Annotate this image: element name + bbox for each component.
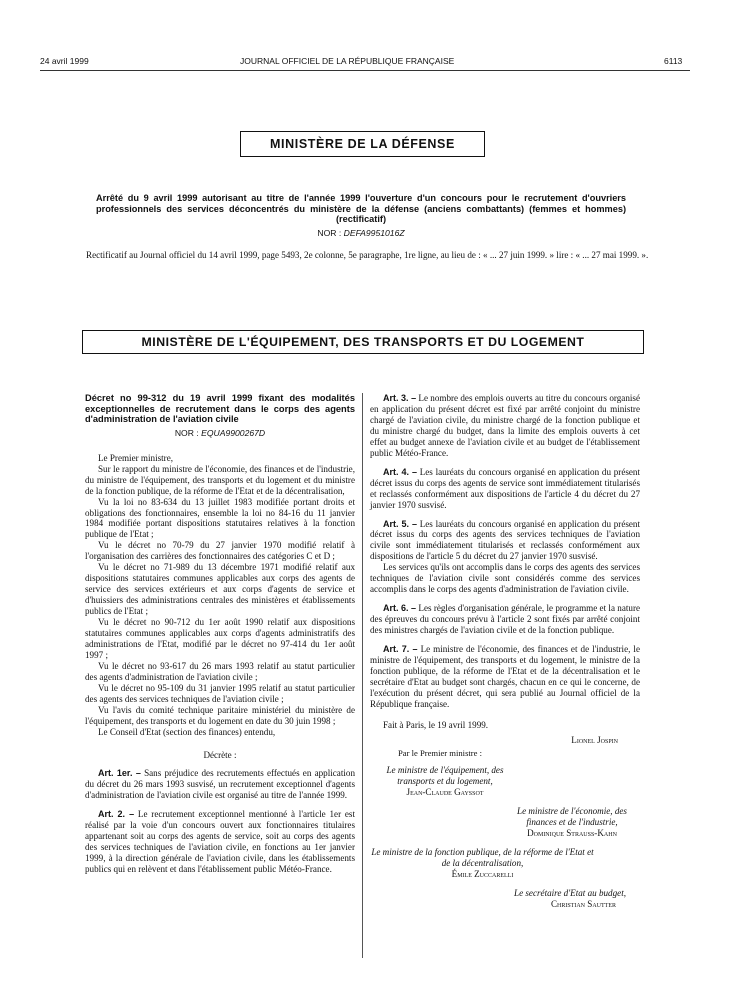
visa-paragraph: Le Conseil d'Etat (section des finances) entendu, <box>98 726 276 737</box>
minister-fonction-publique-name: Émile Zuccarelli <box>451 868 514 879</box>
signature-prime-minister: Lionel Jospin <box>571 734 618 745</box>
article-4-label: Art. 4. – <box>383 466 417 477</box>
secretary-budget-title: Le secrétaire d'Etat au budget, <box>514 887 626 898</box>
left-column <box>85 393 355 875</box>
arrete-title: Arrêté du 9 avril 1999 autorisant au titre de l'année 1999 l'ouverture d'un concours pour le recrutement d'ouvriers professionnels des services déconcentrés du ministère de la défense (anciens combattants) (femmes et hommes) (rectificatif) <box>96 193 626 225</box>
article-3-text: Le nombre des emplois ouverts au titre du concours organisé en application du présent décret est fixé par arrêté conjoint du ministre chargé de l'aviation civile, du ministre chargé de la fonction publique et du ministre chargé du budget, dans la limite des emplois ouverts à cet effet au budget annexe de l'aviation civile et au budget de l'établissement public Météo-France. <box>370 393 640 458</box>
column-divider <box>362 393 363 958</box>
article-1-label: Art. 1er. – <box>98 768 141 779</box>
arrete-nor <box>96 228 626 239</box>
article-2 <box>85 809 355 875</box>
minister-economie-name: Dominique Strauss-Kahn <box>527 827 617 838</box>
visa-paragraph: Vu la loi no 83-634 du 13 juillet 1983 modifiée portant droits et obligations des fonctionnaires, ensemble la loi no 84-16 du 11 janvier 1984 modifiée portant dispositions statutaires relatives à la fonction publique de l'Etat ; <box>85 496 355 540</box>
nor-code: DEFA9951016Z <box>343 227 405 238</box>
article-7-label: Art. 7. – <box>383 644 418 655</box>
right-column <box>370 393 640 910</box>
arrete-title-block <box>96 193 626 238</box>
visa-paragraph: Vu le décret no 71-989 du 13 décembre 1971 modifié relatif aux dispositions statutaires communes applicables aux corps des agents de service des services extérieurs et aux corps d'agents de service et d'huissiers des administrations centrales des ministères et établissements publics de l'Etat ; <box>85 562 355 617</box>
article-7 <box>370 644 640 710</box>
article-5-text: Les lauréats du concours organisé en application du présent décret issus du corps des agents des services techniques de l'aviation civile sont immédiatement titularisés et reclassés conformément aux dispositions de l'article 5 du décret du 27 janvier 1970 susvisé. <box>370 518 640 562</box>
minister-fonction-publique-title: Le ministre de la fonction publique, de la réforme de l'Etat et de la décentralisation, <box>371 846 594 868</box>
article-6-text: Les règles d'organisation générale, le programme et la nature des épreuves du concours prévu à l'article 2 sont fixés par arrêté conjoint des ministres chargés de l'aviation civile et de la fonction publique. <box>370 603 641 636</box>
article-3 <box>370 393 640 459</box>
header-page-number: 6113 <box>664 56 683 66</box>
article-7-text: Le ministre de l'économie, des finances et de l'industrie, le ministre de l'équipement, des transports et du logement, le ministre de la fonction publique, de la réforme de l'Etat et de la décentralisation et le secrétaire d'Etat au budget sont chargés, chacun en ce qui le concerne, de l'exécution du présent décret, qui sera publié au Journal officiel de la République française. <box>370 644 640 709</box>
ministry-equipement-box <box>82 330 644 354</box>
article-6-label: Art. 6. – <box>383 603 417 614</box>
par-le-premier-ministre: Par le Premier ministre : <box>398 747 483 758</box>
signature-block <box>370 735 640 910</box>
visa-paragraph: Vu le décret no 95-109 du 31 janvier 1995 relatif au statut particulier des agents des services techniques de l'aviation civile ; <box>85 682 355 704</box>
article-1-text: Sans préjudice des recrutements effectués en application du décret du 26 mars 1993 susvisé, un recrutement exceptionnel d'agents d'administration de l'aviation civile est organisé au titre de l'année 1999. <box>85 768 355 801</box>
article-5-paragraph-2: Les services qu'ils ont accomplis dans le corps des agents des services techniques de l'aviation civile sont considérés comme des services accomplis dans le corps des agents d'administration de l'aviation civile. <box>370 562 640 595</box>
article-5-label: Art. 5. – <box>383 518 417 529</box>
ministry-defense-heading: MINISTÈRE DE LA DÉFENSE <box>270 137 455 151</box>
header-date: 24 avril 1999 <box>40 56 89 66</box>
header-rule <box>40 70 690 71</box>
header-journal: JOURNAL OFFICIEL DE LA RÉPUBLIQUE FRANÇAISE <box>240 56 455 66</box>
article-3-label: Art. 3. – <box>383 393 417 403</box>
article-2-label: Art. 2. – <box>98 809 135 820</box>
minister-equipement-name: Jean-Claude Gayssot <box>406 786 484 797</box>
visa-paragraph: Vu l'avis du comité technique paritaire ministériel du ministère de l'équipement, des transports et du logement en date du 30 juin 1998 ; <box>85 704 355 726</box>
decree-title: Décret no 99-312 du 19 avril 1999 fixant des modalités exceptionnelles de recrutement dans le corps des agents d'administration de l'aviation civile <box>85 393 355 425</box>
nor-label: NOR : <box>174 427 199 438</box>
ministry-equipement-heading: MINISTÈRE DE L'ÉQUIPEMENT, DES TRANSPORTS ET DU LOGEMENT <box>141 335 585 349</box>
article-1 <box>85 768 355 801</box>
minister-equipement-title: Le ministre de l'équipement, des transports et du logement, <box>386 764 504 786</box>
minister-economie-title: Le ministre de l'économie, des finances et de l'industrie, <box>517 805 627 827</box>
article-6 <box>370 603 640 636</box>
visa-paragraph: Vu le décret no 70-79 du 27 janvier 1970 modifié relatif à l'organisation des carrières des fonctionnaires des catégories C et D ; <box>85 540 355 562</box>
fait-a-paris: Fait à Paris, le 19 avril 1999. <box>383 719 489 730</box>
visa-paragraph: Sur le rapport du ministre de l'économie, des finances et de l'industrie, du ministre de l'équipement, des transports et du logement et du ministre de la fonction publique, de la réforme de l'Etat et de la décentralisation, <box>85 463 355 496</box>
ministry-defense-box <box>240 131 485 157</box>
decree-nor <box>85 428 355 439</box>
article-2-text: Le recrutement exceptionnel mentionné à l'article 1er est réalisé par la voie d'un concours ouvert aux fonctionnaires titulaires appartenant soit au corps des agents de service, soit au corps des agents des services techniques de l'aviation civile, en fonctions au 1er janvier 1999, à la direction générale de l'aviation civile, dans les établissements publics qui en relèvent et dans l'établissement public Météo-France. <box>85 809 356 875</box>
secretary-budget-name: Christian Sautter <box>550 898 616 909</box>
visa-paragraph: Le Premier ministre, <box>98 452 174 463</box>
rectificatif-paragraph: Rectificatif au Journal officiel du 14 avril 1999, page 5493, 2e colonne, 5e paragraphe, 1re ligne, au lieu de : « ... 27 juin 1999. » lire : « ... 27 mai 1999. ». <box>86 250 649 260</box>
nor-code: EQUA9900267D <box>201 427 266 438</box>
article-5 <box>370 519 640 563</box>
nor-label: NOR : <box>317 227 342 238</box>
article-4 <box>370 467 640 511</box>
visa-paragraph: Vu le décret no 90-712 du 1er août 1990 relatif aux dispositions statutaires communes applicables aux corps d'agents administratifs des administrations de l'Etat, modifié par le décret no 97-414 du 1er août 1997 ; <box>85 617 355 660</box>
decrete-heading: Décrète : <box>203 749 237 760</box>
visa-paragraph: Vu le décret no 93-617 du 26 mars 1993 relatif au statut particulier des agents d'administration de l'aviation civile ; <box>85 660 355 682</box>
article-4-text: Les lauréats du concours organisé en application du présent décret issus du corps des agents de service sont immédiatement titularisés et reclassés conformément aux dispositions de l'article 4 du décret du 27 janvier 1970 susvisé. <box>370 466 640 510</box>
